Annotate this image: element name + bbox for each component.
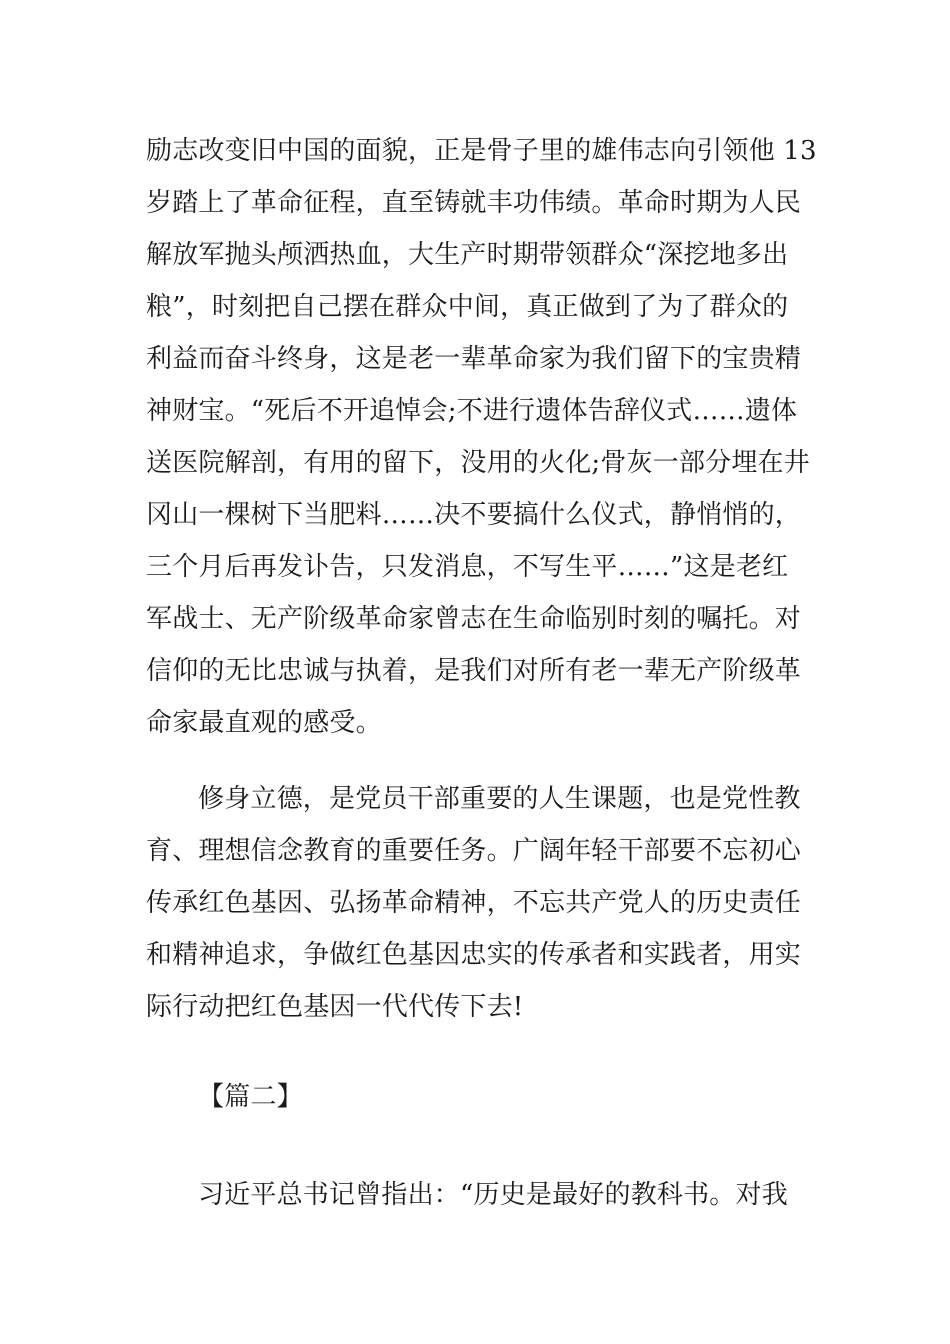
text-line: 粮”，时刻把自己摆在群众中间，真正做到了为了群众的	[146, 292, 789, 322]
text-line: 习近平总书记曾指出：“历史是最好的教科书。对我	[198, 1180, 788, 1210]
text-line: 冈山一棵树下当肥料……决不要搞什么仪式，静悄悄的，	[146, 500, 802, 530]
text-line: 际行动把红色基因一代代传下去!	[146, 992, 524, 1022]
text-line: 军战士、无产阶级革命家曾志在生命临别时刻的嘱托。对	[146, 604, 802, 634]
text-line: 三个月后再发讣告，只发消息，不写生平……”这是老红	[146, 552, 789, 582]
text-line: 育、理想信念教育的重要任务。广阔年轻干部要不忘初心	[146, 836, 802, 866]
text-line: 送医院解剖，有用的留下，没用的火化;骨灰一部分埋在井	[146, 448, 810, 478]
text-line: 岁踏上了革命征程，直至铸就丰功伟绩。革命时期为人民	[146, 188, 802, 218]
text-line: 信仰的无比忠诚与执着，是我们对所有老一辈无产阶级革	[146, 656, 802, 686]
section-heading: 【篇二】	[198, 1082, 303, 1112]
text-line: 传承红色基因、弘扬革命精神，不忘共产党人的历史责任	[146, 888, 802, 918]
text-line: 命家最直观的感受。	[146, 708, 382, 738]
text-line: 神财宝。“死后不开追悼会;不进行遗体告辞仪式……遗体	[146, 396, 798, 426]
text-line: 解放军抛头颅洒热血，大生产时期带领群众“深挖地多出	[146, 240, 789, 270]
text-line: 励志改变旧中国的面貌，正是骨子里的雄伟志向引领他 13	[146, 136, 817, 166]
text-line: 利益而奋斗终身，这是老一辈革命家为我们留下的宝贵精	[146, 344, 802, 374]
text-line: 修身立德，是党员干部重要的人生课题，也是党性教	[198, 784, 801, 814]
text-line: 和精神追求，争做红色基因忠实的传承者和实践者，用实	[146, 940, 802, 970]
